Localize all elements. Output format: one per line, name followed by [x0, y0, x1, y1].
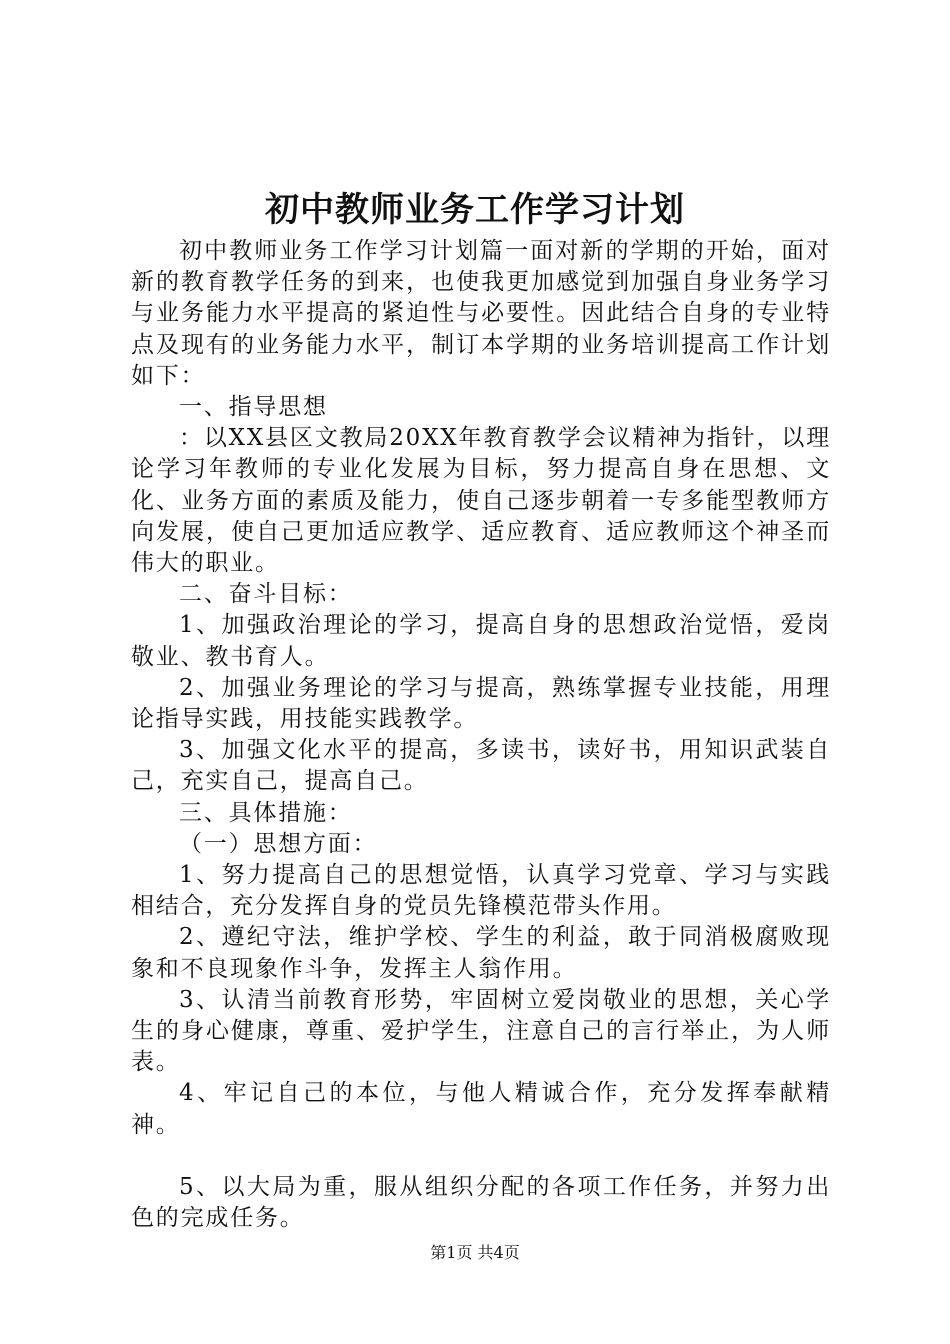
blank-line	[131, 1141, 831, 1172]
measure-item-1: 1、努力提高自己的思想觉悟，认真学习党章、学习与实践相结合，充分发挥自身的党员先锋模范带头作用。	[131, 862, 831, 920]
measure-item-3: 3、认清当前教育形势，牢固树立爱岗敬业的思想，关心学生的身心健康，尊重、爱护学生，注意自己的言行举止，为人师表。	[131, 986, 831, 1076]
section-heading-guiding-thought: 一、指导思想	[179, 394, 328, 421]
measure-item-2: 2、遵纪守法，维护学校、学生的利益，敢于同消极腐败现象和不良现象作斗争，发挥主人翁作用。	[131, 924, 831, 982]
document-title: 初中教师业务工作学习计划	[265, 190, 685, 230]
document-body	[131, 236, 831, 1234]
goal-item-1: 1、加强政治理论的学习，提高自身的思想政治觉悟，爱岗敬业、教书育人。	[131, 612, 831, 670]
goal-item-2: 2、加强业务理论的学习与提高，熟练掌握专业技能，用理论指导实践，用技能实践教学。	[131, 674, 831, 733]
goal-item-3: 3、加强文化水平的提高，多读书，读好书，用知识武装自己，充实自己，提高自己。	[131, 737, 831, 795]
guiding-thought-paragraph: ：以XX县区文教局20XX年教育教学会议精神为指针，以理论学习年教师的专业化发展为目标，努力提高自身在思想、文化、业务方面的素质及能力，使自己逐步朝着一专多能型教师方向发展，使自己更加适应教学、适应教育、适应教师这个神圣而伟大的职业。	[131, 425, 831, 577]
subsection-heading-thought: （一）思想方面：	[179, 830, 378, 857]
page-footer: 第1页 共4页	[430, 1243, 520, 1262]
section-heading-measures: 三、具体措施：	[179, 799, 353, 826]
measure-item-4: 4、牢记自己的本位，与他人精诚合作，充分发挥奉献精神。	[131, 1080, 831, 1138]
measure-item-5: 5、以大局为重，服从组织分配的各项工作任务，并努力出色的完成任务。	[131, 1173, 831, 1232]
section-heading-goals: 二、奋斗目标：	[179, 581, 353, 608]
intro-paragraph: 初中教师业务工作学习计划篇一面对新的学期的开始，面对新的教育教学任务的到来，也使我更加感觉到加强自身业务学习与业务能力水平提高的紧迫性与必要性。因此结合自身的专业特点及现有的业务能力水平，制订本学期的业务培训提高工作计划如下：	[131, 238, 831, 389]
